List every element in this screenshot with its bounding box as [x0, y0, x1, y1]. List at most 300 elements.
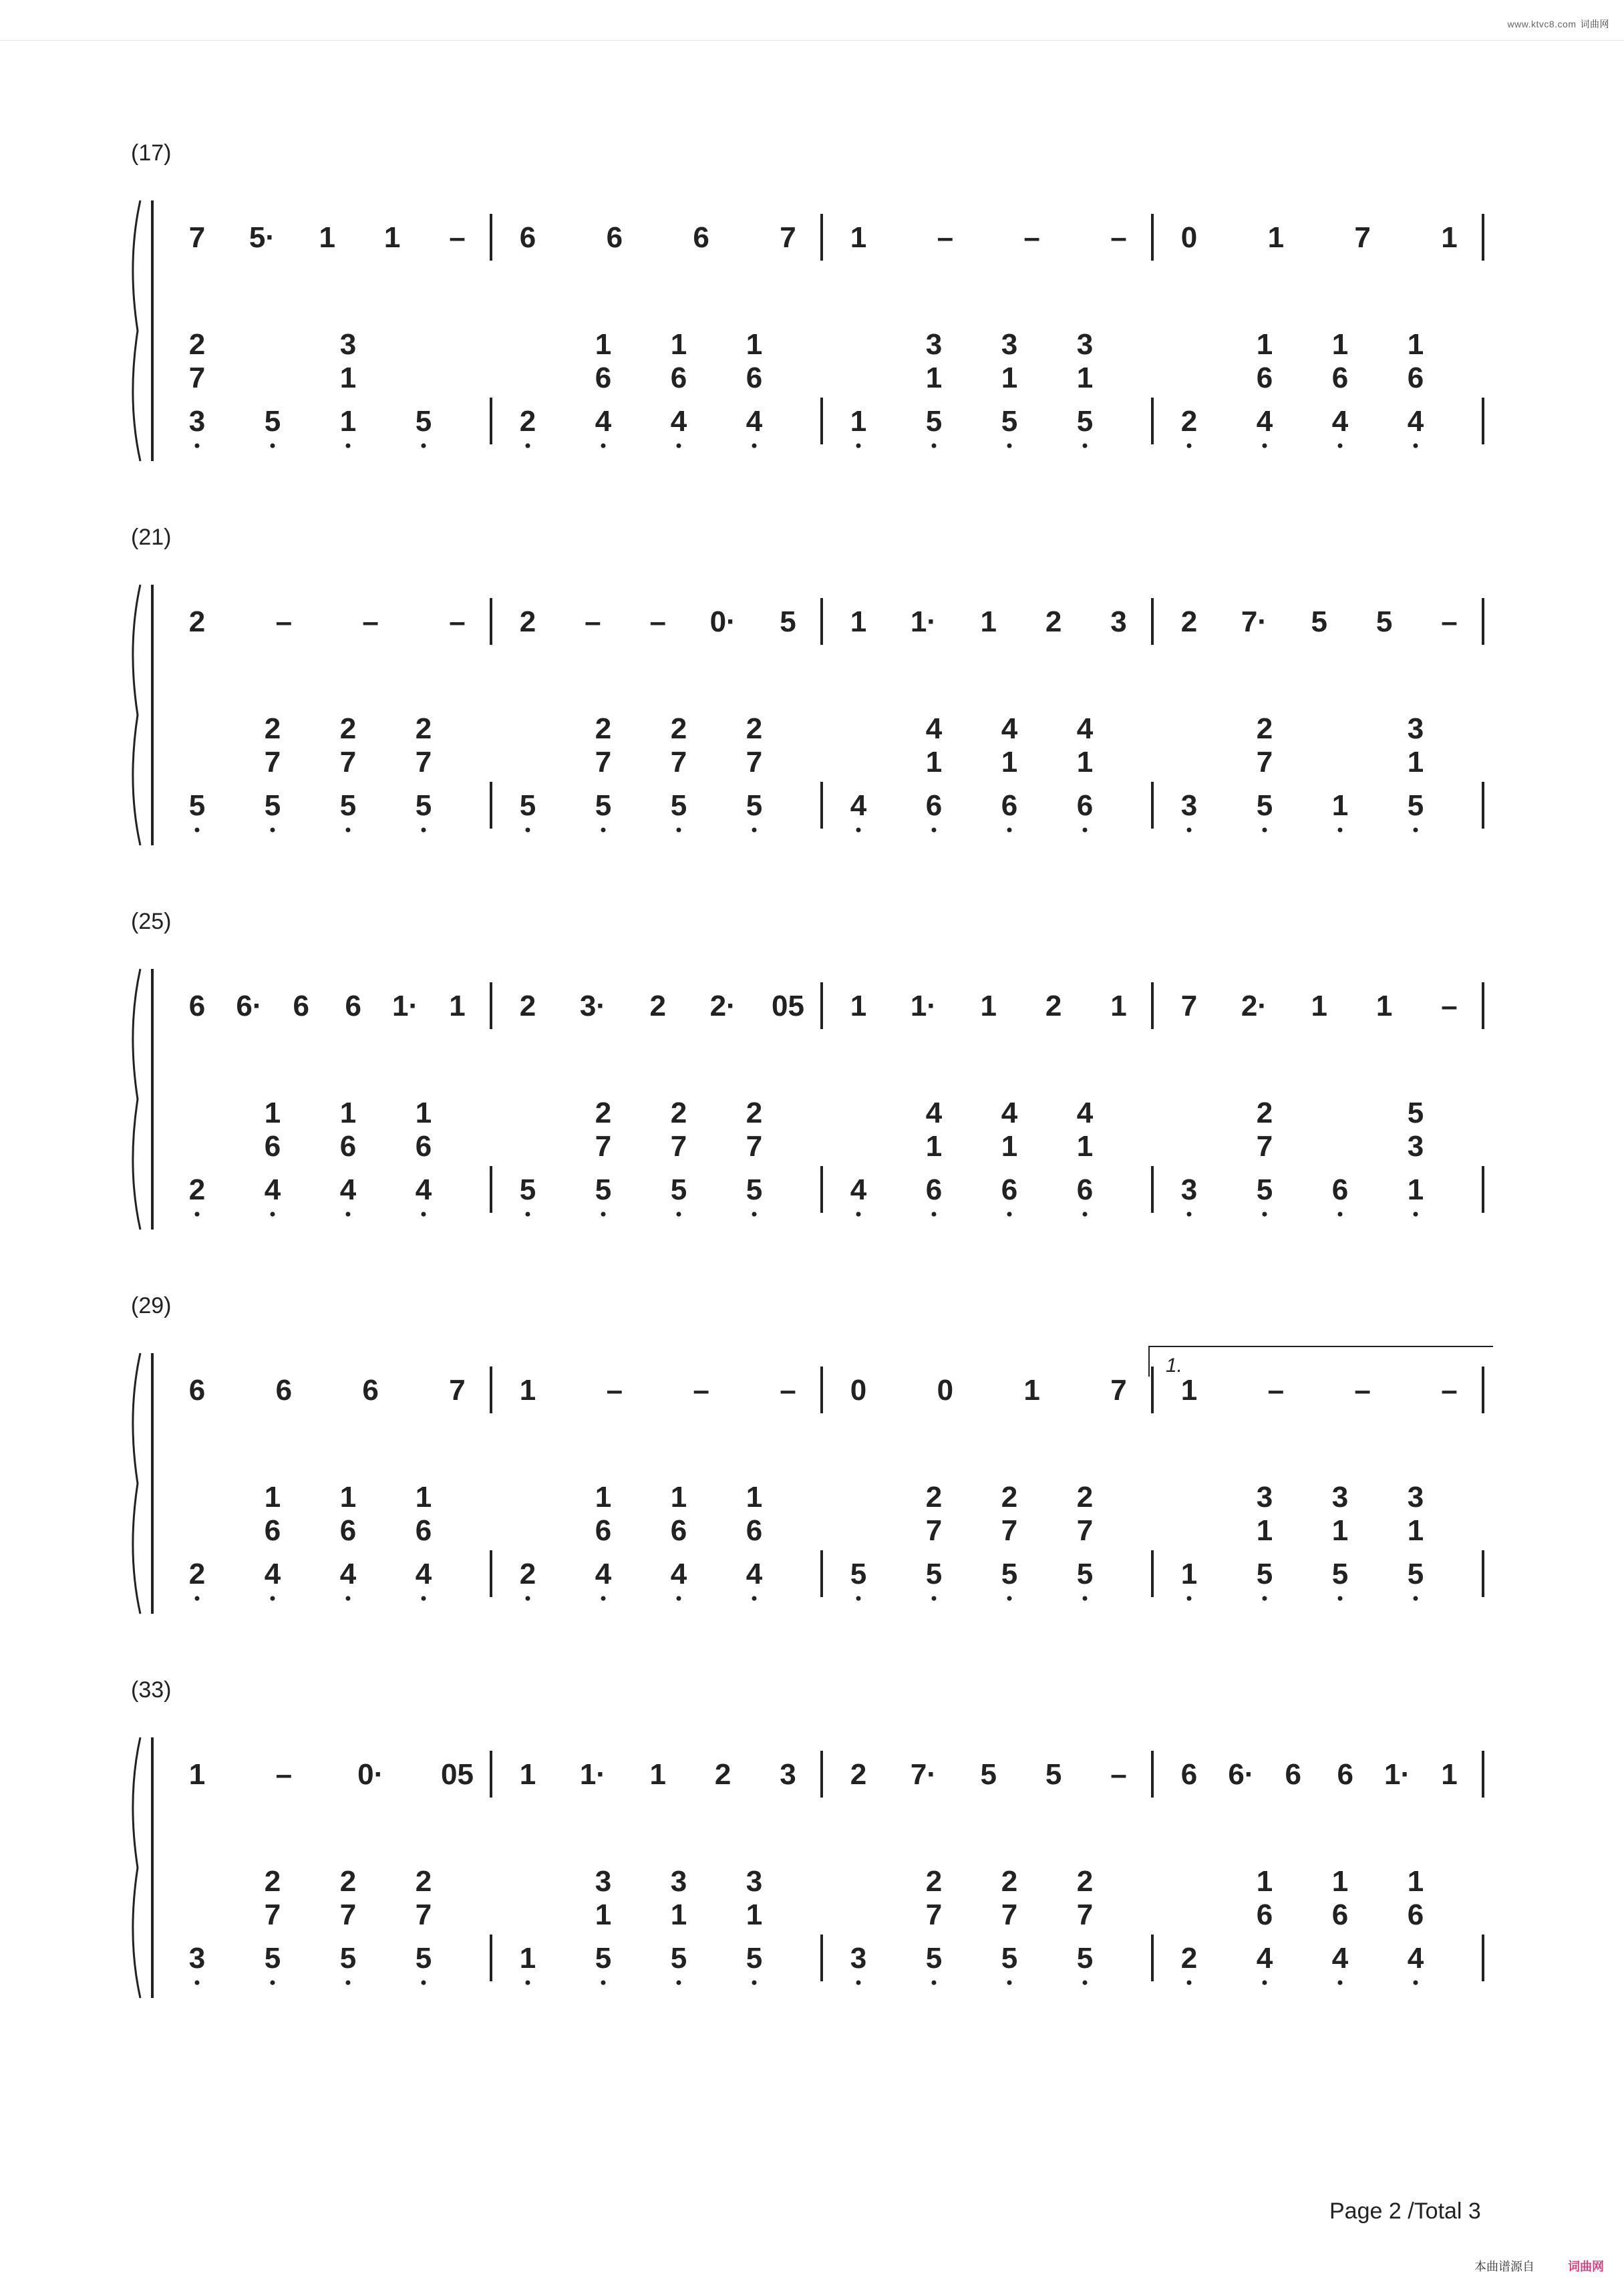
octave-dot: [1263, 1212, 1267, 1217]
octave-dot: [346, 1981, 351, 1985]
octave-dot: [346, 1212, 351, 1217]
lower-chord-top: 3: [1407, 712, 1424, 745]
octave-dot: [1263, 1596, 1267, 1601]
octave-dot: [526, 444, 530, 448]
octave-dot: [856, 1212, 861, 1217]
lower-bass-note: 5: [1256, 789, 1273, 822]
lower-chord-top: 4: [925, 1097, 943, 1129]
lower-bass-note: 5: [595, 1942, 612, 1975]
lower-bass-note: 5: [1407, 789, 1424, 822]
octave-dot: [601, 444, 606, 448]
measure-number: (21): [131, 525, 172, 550]
upper-note: 1: [980, 990, 997, 1022]
octave-dot: [271, 1596, 275, 1601]
lower-chord-mid: 6: [415, 1130, 432, 1163]
lower-chord-mid: 1: [925, 362, 943, 394]
octave-dot: [195, 1596, 200, 1601]
lower-bass-note: 2: [188, 1558, 206, 1590]
upper-note: 6: [1285, 1758, 1302, 1791]
lower-chord-top: 2: [746, 1097, 763, 1129]
lower-chord-mid: 6: [595, 1514, 612, 1547]
upper-note: 7: [1180, 990, 1198, 1022]
lower-chord-mid: 1: [1331, 1514, 1349, 1547]
upper-note: –: [780, 1374, 796, 1407]
lower-bass-note: 6: [1001, 1173, 1018, 1206]
lower-chord-top: 1: [595, 328, 612, 361]
lower-bass-note: 5: [1001, 1942, 1018, 1975]
upper-note: 1: [1180, 1374, 1198, 1407]
upper-note: 7: [780, 221, 796, 254]
lower-bass-note: 5: [1001, 1558, 1018, 1590]
octave-dot: [271, 444, 275, 448]
upper-note: 2·: [1241, 990, 1267, 1022]
upper-note: 1: [1110, 990, 1127, 1022]
lower-bass-note: 4: [1331, 1942, 1349, 1975]
lower-chord-mid: 6: [670, 362, 687, 394]
lower-bass-note: 4: [339, 1558, 357, 1590]
lower-chord-mid: 1: [670, 1898, 687, 1931]
lower-chord-top: 2: [925, 1481, 943, 1514]
header-site-name: 词曲网: [1580, 19, 1609, 29]
lower-chord-top: 2: [1076, 1481, 1094, 1514]
upper-note: 05: [441, 1758, 474, 1791]
octave-dot: [346, 1596, 351, 1601]
upper-note: 6: [693, 221, 709, 254]
octave-dot: [1414, 828, 1418, 833]
lower-chord-mid: 7: [925, 1898, 943, 1931]
lower-chord-top: 1: [670, 328, 687, 361]
octave-dot: [932, 1596, 937, 1601]
lower-chord-top: 2: [1001, 1865, 1018, 1898]
lower-chord-top: 3: [1331, 1481, 1349, 1514]
octave-dot: [422, 828, 426, 833]
lower-bass-note: 1: [1331, 789, 1349, 822]
octave-dot: [932, 1212, 937, 1217]
lower-chord-mid: 6: [1331, 1898, 1349, 1931]
lower-chord-mid: 7: [415, 1898, 432, 1931]
lower-bass-note: 5: [415, 405, 432, 438]
upper-note: 1: [850, 605, 867, 638]
upper-note: –: [1441, 605, 1458, 638]
upper-note: 1: [1267, 221, 1285, 254]
lower-bass-note: 5: [746, 789, 763, 822]
lower-bass-note: 1: [1180, 1558, 1198, 1590]
lower-chord-mid: 7: [264, 1898, 281, 1931]
lower-bass-note: 4: [1407, 1942, 1424, 1975]
lower-bass-note: 5: [415, 789, 432, 822]
lower-bass-note: 4: [1331, 405, 1349, 438]
lower-bass-note: 5: [670, 789, 687, 822]
lower-chord-top: 4: [925, 712, 943, 745]
lower-chord-top: 2: [1001, 1481, 1018, 1514]
system-brace: [133, 969, 140, 1230]
upper-note: 7·: [910, 1758, 937, 1791]
upper-note: 3: [1110, 605, 1127, 638]
octave-dot: [752, 444, 757, 448]
upper-note: 2: [188, 605, 206, 638]
lower-chord-top: 2: [670, 1097, 687, 1129]
upper-note: 2·: [709, 990, 736, 1022]
upper-note: 6·: [1228, 1758, 1255, 1791]
upper-note: –: [1441, 1374, 1458, 1407]
octave-dot: [1187, 1212, 1192, 1217]
lower-bass-note: 5: [264, 789, 281, 822]
octave-dot: [1263, 828, 1267, 833]
lower-bass-note: 6: [1001, 789, 1018, 822]
upper-note: 1: [1023, 1374, 1040, 1407]
upper-note: 0·: [357, 1758, 384, 1791]
octave-dot: [1187, 1981, 1192, 1985]
lower-bass-note: 5: [1076, 1942, 1094, 1975]
octave-dot: [752, 1596, 757, 1601]
octave-dot: [1414, 1981, 1418, 1985]
octave-dot: [195, 1212, 200, 1217]
upper-note: 5: [1045, 1758, 1062, 1791]
lower-chord-mid: 7: [925, 1514, 943, 1547]
lower-chord-top: 3: [925, 328, 943, 361]
lower-bass-note: 4: [595, 1558, 612, 1590]
upper-note: –: [649, 605, 666, 638]
octave-dot: [1007, 1212, 1012, 1217]
octave-dot: [526, 1981, 530, 1985]
lower-chord-top: 1: [339, 1481, 357, 1514]
upper-note: –: [1441, 990, 1458, 1022]
lower-chord-top: 2: [670, 712, 687, 745]
upper-note: –: [1354, 1374, 1371, 1407]
upper-note: 1: [188, 1758, 206, 1791]
lower-bass-note: 5: [670, 1173, 687, 1206]
octave-dot: [422, 1981, 426, 1985]
upper-note: 2: [850, 1758, 867, 1791]
lower-chord-mid: 7: [415, 746, 432, 778]
upper-note: –: [362, 605, 379, 638]
lower-chord-mid: 7: [595, 746, 612, 778]
lower-chord-mid: 7: [188, 362, 206, 394]
octave-dot: [677, 444, 681, 448]
lower-chord-top: 2: [264, 1865, 281, 1898]
octave-dot: [677, 828, 681, 833]
lower-chord-top: 3: [1076, 328, 1094, 361]
upper-note: 1: [519, 1758, 536, 1791]
upper-note: 1: [850, 221, 867, 254]
octave-dot: [1414, 444, 1418, 448]
lower-chord-mid: 7: [670, 1130, 687, 1163]
octave-dot: [1263, 1981, 1267, 1985]
octave-dot: [601, 1596, 606, 1601]
upper-note: 2: [1045, 605, 1062, 638]
lower-bass-note: 5: [595, 1173, 612, 1206]
lower-bass-note: 3: [188, 1942, 206, 1975]
footer-source-text: 本曲谱源自: [1474, 2260, 1534, 2273]
lower-chord-mid: 1: [1001, 1130, 1018, 1163]
upper-note: 6: [362, 1374, 379, 1407]
upper-note: 5: [1375, 605, 1393, 638]
measure-number: (33): [131, 1677, 172, 1703]
lower-bass-note: 5: [264, 405, 281, 438]
lower-chord-top: 4: [1001, 1097, 1018, 1129]
lower-chord-mid: 1: [1407, 1514, 1424, 1547]
lower-bass-note: 5: [1076, 1558, 1094, 1590]
lower-chord-top: 1: [1256, 328, 1273, 361]
upper-note: 6: [606, 221, 623, 254]
upper-note: 7: [1354, 221, 1371, 254]
lower-chord-top: 1: [1331, 1865, 1349, 1898]
lower-chord-top: 2: [925, 1865, 943, 1898]
lower-chord-mid: 7: [1076, 1898, 1094, 1931]
lower-chord-top: 2: [188, 328, 206, 361]
volta-bracket: [1149, 1346, 1493, 1377]
lower-bass-note: 2: [188, 1173, 206, 1206]
octave-dot: [752, 1212, 757, 1217]
lower-chord-mid: 1: [1001, 362, 1018, 394]
lower-bass-note: 5: [339, 1942, 357, 1975]
octave-dot: [1414, 1596, 1418, 1601]
lower-bass-note: 5: [595, 789, 612, 822]
upper-note: 1: [319, 221, 335, 254]
upper-note: 1: [1375, 990, 1393, 1022]
lower-bass-note: 5: [1407, 1558, 1424, 1590]
lower-chord-mid: 1: [1407, 746, 1424, 778]
lower-chord-mid: 6: [746, 1514, 763, 1547]
lower-chord-top: 3: [670, 1865, 687, 1898]
lower-chord-top: 4: [1076, 1097, 1094, 1129]
lower-chord-top: 1: [415, 1097, 432, 1129]
lower-chord-top: 1: [595, 1481, 612, 1514]
lower-chord-mid: 6: [1331, 362, 1349, 394]
lower-bass-note: 5: [264, 1942, 281, 1975]
lower-chord-mid: 6: [1407, 362, 1424, 394]
octave-dot: [1338, 1212, 1343, 1217]
lower-chord-mid: 6: [339, 1130, 357, 1163]
octave-dot: [422, 1596, 426, 1601]
octave-dot: [932, 828, 937, 833]
octave-dot: [1007, 444, 1012, 448]
upper-note: 6: [188, 1374, 206, 1407]
lower-chord-mid: 6: [595, 362, 612, 394]
octave-dot: [1187, 444, 1192, 448]
lower-bass-note: 4: [1256, 405, 1273, 438]
lower-bass-note: 5: [925, 1942, 943, 1975]
lower-chord-mid: 7: [264, 746, 281, 778]
upper-note: 7·: [1241, 605, 1267, 638]
lower-chord-mid: 1: [339, 362, 357, 394]
lower-chord-mid: 6: [415, 1514, 432, 1547]
upper-note: 1: [980, 605, 997, 638]
lower-chord-top: 2: [339, 1865, 357, 1898]
upper-note: 6: [345, 990, 361, 1022]
lower-chord-top: 4: [1001, 712, 1018, 745]
lower-bass-note: 3: [1180, 1173, 1198, 1206]
upper-note: 7: [1110, 1374, 1127, 1407]
lower-bass-note: 3: [1180, 789, 1198, 822]
upper-note: 0: [1180, 221, 1198, 254]
octave-dot: [422, 444, 426, 448]
upper-note: 2: [519, 605, 536, 638]
lower-chord-mid: 7: [595, 1130, 612, 1163]
upper-note: –: [1023, 221, 1040, 254]
system-brace: [133, 585, 140, 845]
lower-chord-mid: 7: [1256, 1130, 1273, 1163]
lower-bass-note: 6: [1331, 1173, 1349, 1206]
upper-note: 6·: [236, 990, 263, 1022]
upper-note: 1·: [579, 1758, 606, 1791]
upper-note: 6: [188, 990, 206, 1022]
upper-note: 05: [772, 990, 804, 1022]
lower-chord-mid: 6: [1256, 1898, 1273, 1931]
octave-dot: [1338, 1981, 1343, 1985]
octave-dot: [1338, 828, 1343, 833]
upper-note: 2: [1045, 990, 1062, 1022]
octave-dot: [601, 828, 606, 833]
upper-note: 1·: [1384, 1758, 1411, 1791]
lower-bass-note: 5: [1256, 1173, 1273, 1206]
lower-bass-note: 5: [339, 789, 357, 822]
lower-bass-note: 5: [415, 1942, 432, 1975]
upper-note: 5: [1311, 605, 1327, 638]
measure-number: (29): [131, 1293, 172, 1318]
lower-chord-top: 3: [595, 1865, 612, 1898]
measure-number: (17): [131, 140, 172, 166]
lower-chord-mid: 7: [1001, 1514, 1018, 1547]
octave-dot: [1338, 444, 1343, 448]
lower-chord-mid: 6: [264, 1514, 281, 1547]
upper-note: –: [449, 605, 466, 638]
page-indicator: Page 2 /Total 3: [1329, 2198, 1481, 2224]
upper-note: 5·: [249, 221, 275, 254]
octave-dot: [195, 1981, 200, 1985]
upper-note: 1: [1441, 221, 1458, 254]
lower-chord-top: 2: [595, 712, 612, 745]
lower-chord-mid: 6: [670, 1514, 687, 1547]
octave-dot: [195, 444, 200, 448]
octave-dot: [1187, 828, 1192, 833]
lower-chord-top: 2: [746, 712, 763, 745]
lower-bass-note: 5: [746, 1942, 763, 1975]
lower-bass-note: 4: [850, 1173, 867, 1206]
upper-note: –: [606, 1374, 623, 1407]
lower-bass-note: 4: [746, 1558, 763, 1590]
lower-bass-note: 2: [1180, 1942, 1198, 1975]
octave-dot: [1414, 1212, 1418, 1217]
upper-note: 7: [188, 221, 206, 254]
lower-bass-note: 1: [339, 405, 357, 438]
system-brace: [133, 1737, 140, 1998]
octave-dot: [601, 1981, 606, 1985]
lower-chord-mid: 7: [1001, 1898, 1018, 1931]
octave-dot: [932, 444, 937, 448]
lower-bass-note: 5: [519, 1173, 536, 1206]
lower-chord-mid: 7: [1256, 746, 1273, 778]
volta-label: 1.: [1166, 1354, 1183, 1377]
octave-dot: [1187, 1596, 1192, 1601]
lower-bass-note: 5: [519, 789, 536, 822]
lower-chord-top: 1: [670, 1481, 687, 1514]
lower-chord-mid: 7: [746, 1130, 763, 1163]
lower-chord-top: 1: [1407, 328, 1424, 361]
octave-dot: [1338, 1596, 1343, 1601]
lower-chord-top: 1: [339, 1097, 357, 1129]
header-url-text: www.ktvc8.com: [1507, 19, 1577, 29]
lower-bass-note: 5: [746, 1173, 763, 1206]
lower-bass-note: 5: [925, 1558, 943, 1590]
octave-dot: [422, 1212, 426, 1217]
lower-chord-top: 3: [1001, 328, 1018, 361]
upper-note: 7: [449, 1374, 466, 1407]
lower-bass-note: 2: [1180, 405, 1198, 438]
upper-note: –: [449, 221, 466, 254]
system-brace: [133, 200, 140, 461]
lower-bass-note: 4: [670, 405, 687, 438]
lower-chord-mid: 6: [339, 1514, 357, 1547]
upper-note: 5: [980, 1758, 997, 1791]
lower-chord-mid: 6: [746, 362, 763, 394]
upper-note: 3·: [579, 990, 606, 1022]
lower-chord-mid: 1: [595, 1898, 612, 1931]
lower-chord-top: 1: [1407, 1865, 1424, 1898]
lower-bass-note: 1: [850, 405, 867, 438]
lower-chord-mid: 7: [670, 746, 687, 778]
lower-chord-top: 4: [1076, 712, 1094, 745]
lower-bass-note: 4: [415, 1558, 432, 1590]
lower-chord-top: 3: [1256, 1481, 1273, 1514]
upper-note: 0: [850, 1374, 867, 1407]
lower-chord-mid: 1: [746, 1898, 763, 1931]
lower-bass-note: 5: [188, 789, 206, 822]
lower-chord-mid: 1: [925, 746, 943, 778]
system-brace: [133, 1353, 140, 1614]
upper-note: 1·: [392, 990, 419, 1022]
upper-note: –: [1267, 1374, 1285, 1407]
octave-dot: [346, 444, 351, 448]
lower-bass-note: 6: [1076, 789, 1094, 822]
upper-note: 1: [383, 221, 401, 254]
octave-dot: [1083, 1596, 1088, 1601]
upper-note: 1·: [910, 605, 937, 638]
lower-bass-note: 5: [925, 405, 943, 438]
measure-number: (25): [131, 909, 172, 934]
lower-bass-note: 5: [850, 1558, 867, 1590]
octave-dot: [526, 1596, 530, 1601]
lower-chord-top: 2: [415, 712, 432, 745]
upper-note: 5: [780, 605, 796, 638]
upper-note: 6: [1180, 1758, 1198, 1791]
octave-dot: [1007, 828, 1012, 833]
lower-bass-note: 6: [925, 1173, 943, 1206]
octave-dot: [1007, 1596, 1012, 1601]
lower-chord-mid: 7: [746, 746, 763, 778]
lower-bass-note: 4: [670, 1558, 687, 1590]
octave-dot: [526, 828, 530, 833]
lower-chord-mid: 1: [925, 1130, 943, 1163]
lower-chord-top: 1: [746, 328, 763, 361]
lower-chord-top: 1: [415, 1481, 432, 1514]
lower-bass-note: 4: [415, 1173, 432, 1206]
lower-chord-mid: 1: [1076, 746, 1094, 778]
upper-note: 6: [519, 221, 536, 254]
lower-bass-note: 1: [519, 1942, 536, 1975]
octave-dot: [1083, 1981, 1088, 1985]
footer-logo: 词曲网: [1568, 2260, 1604, 2273]
upper-note: –: [1110, 221, 1127, 254]
octave-dot: [195, 828, 200, 833]
octave-dot: [752, 1981, 757, 1985]
lower-chord-mid: 6: [1407, 1898, 1424, 1931]
lower-chord-mid: 6: [1256, 362, 1273, 394]
upper-note: 2: [649, 990, 666, 1022]
lower-bass-note: 4: [339, 1173, 357, 1206]
octave-dot: [526, 1212, 530, 1217]
lower-chord-mid: 1: [1076, 362, 1094, 394]
